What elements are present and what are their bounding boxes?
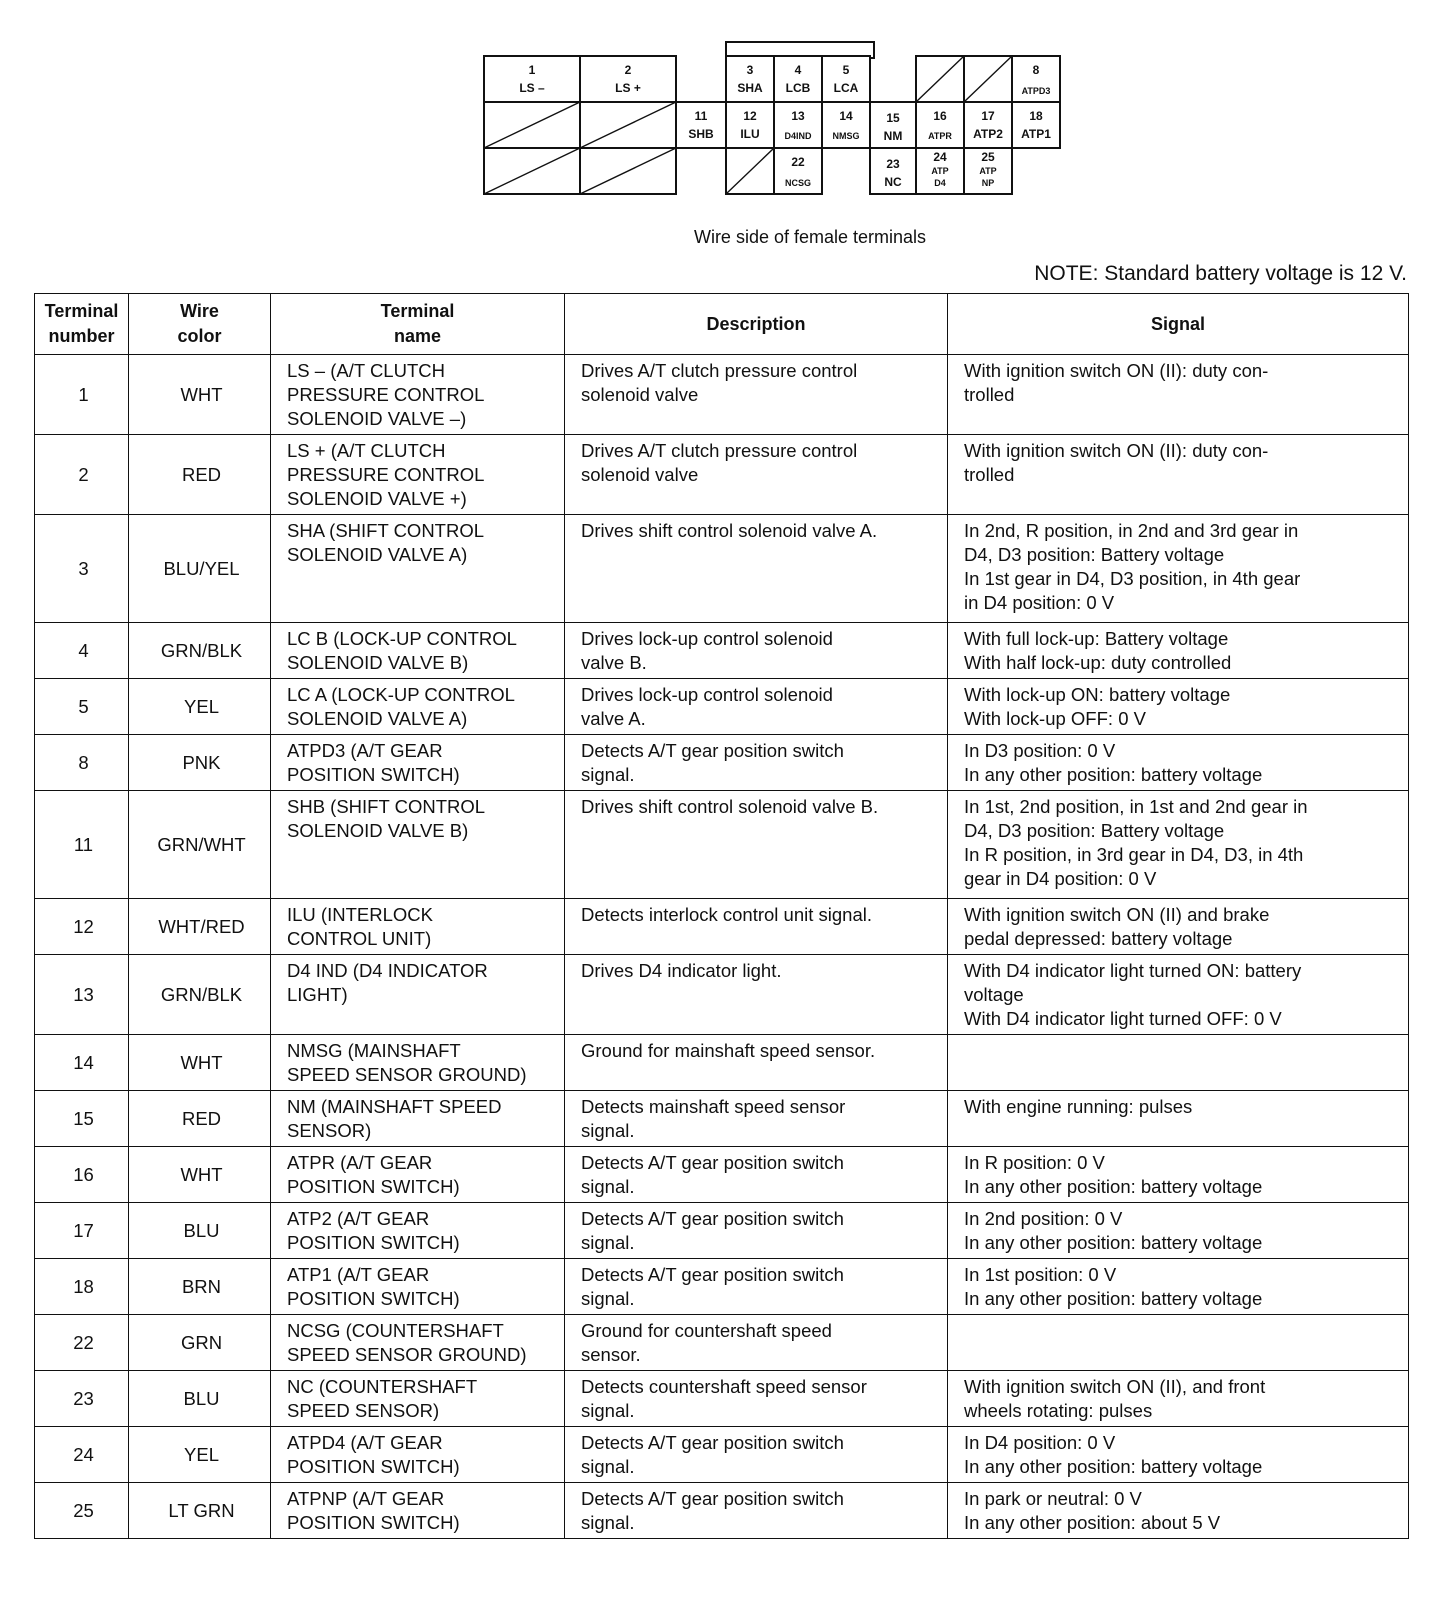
pin-number: 18	[1029, 109, 1043, 123]
cell-terminal-number: 4	[35, 623, 129, 679]
terminal-table	[34, 293, 1409, 1539]
cell-terminal-name: ILU (INTERLOCK CONTROL UNIT)	[271, 899, 565, 955]
pin-number: 1	[528, 63, 536, 77]
pin-number: 4	[794, 63, 802, 77]
pin-label: NC	[884, 175, 902, 189]
table-row	[35, 955, 1409, 1035]
pin-number: 3	[746, 63, 754, 77]
cell-terminal-name: ATPD4 (A/T GEAR POSITION SWITCH)	[271, 1427, 565, 1483]
table-header-row	[35, 294, 1409, 355]
cell-description: Detects interlock control unit signal.	[565, 899, 948, 955]
cell-signal: With ignition switch ON (II): duty con- trolled	[948, 355, 1409, 435]
pin-label: NP	[981, 178, 995, 188]
pin-number: 25	[981, 150, 995, 164]
cell-terminal-name: LS – (A/T CLUTCH PRESSURE CONTROL SOLENOID VALVE –)	[271, 355, 565, 435]
table-row	[35, 435, 1409, 515]
cell-wire-color: RED	[129, 1091, 271, 1147]
cell-terminal-name: ATP1 (A/T GEAR POSITION SWITCH)	[271, 1259, 565, 1315]
pin-number: 8	[1032, 63, 1040, 77]
cell-signal	[948, 1315, 1409, 1371]
cell-wire-color: GRN/WHT	[129, 791, 271, 899]
cell-terminal-name: D4 IND (D4 INDICATOR LIGHT)	[271, 955, 565, 1035]
cell-wire-color: GRN/BLK	[129, 955, 271, 1035]
cell-signal: In park or neutral: 0 V In any other position: about 5 V	[948, 1483, 1409, 1539]
cell-terminal-number: 11	[35, 791, 129, 899]
cell-description: Detects A/T gear position switch signal.	[565, 1203, 948, 1259]
table-row	[35, 1035, 1409, 1091]
cell-signal: In D3 position: 0 V In any other position: battery voltage	[948, 735, 1409, 791]
cell-wire-color: PNK	[129, 735, 271, 791]
cell-terminal-number: 25	[35, 1483, 129, 1539]
pin-label: ATP1	[1021, 127, 1051, 141]
cell-terminal-name: LC A (LOCK-UP CONTROL SOLENOID VALVE A)	[271, 679, 565, 735]
cell-wire-color: GRN	[129, 1315, 271, 1371]
pin-number: 15	[886, 111, 900, 125]
pin-label: LCB	[785, 81, 811, 95]
table-row	[35, 899, 1409, 955]
cell-description: Drives A/T clutch pressure control solenoid valve	[565, 355, 948, 435]
header-signal: Signal	[948, 294, 1409, 355]
cell-terminal-number: 3	[35, 515, 129, 623]
cell-terminal-number: 1	[35, 355, 129, 435]
cell-terminal-name: SHA (SHIFT CONTROL SOLENOID VALVE A)	[271, 515, 565, 623]
cell-terminal-name: NM (MAINSHAFT SPEED SENSOR)	[271, 1091, 565, 1147]
pin-label: NMSG	[832, 131, 860, 141]
cell-signal: With ignition switch ON (II), and front wheels rotating: pulses	[948, 1371, 1409, 1427]
cell-wire-color: YEL	[129, 1427, 271, 1483]
cell-signal: With ignition switch ON (II) and brake pedal depressed: battery voltage	[948, 899, 1409, 955]
pin-label: LS –	[519, 81, 545, 95]
cell-terminal-number: 14	[35, 1035, 129, 1091]
table-row	[35, 1147, 1409, 1203]
cell-terminal-number: 8	[35, 735, 129, 791]
pin-number: 12	[743, 109, 757, 123]
cell-terminal-name: NC (COUNTERSHAFT SPEED SENSOR)	[271, 1371, 565, 1427]
cell-description: Detects A/T gear position switch signal.	[565, 735, 948, 791]
cell-terminal-name: LS + (A/T CLUTCH PRESSURE CONTROL SOLENOID VALVE +)	[271, 435, 565, 515]
cell-terminal-name: ATPNP (A/T GEAR POSITION SWITCH)	[271, 1483, 565, 1539]
cell-description: Drives A/T clutch pressure control solenoid valve	[565, 435, 948, 515]
pin-label: NM	[883, 129, 903, 143]
cell-signal: In 2nd position: 0 V In any other position: battery voltage	[948, 1203, 1409, 1259]
cell-terminal-number: 5	[35, 679, 129, 735]
cell-signal: In R position: 0 V In any other position: battery voltage	[948, 1147, 1409, 1203]
cell-description: Detects A/T gear position switch signal.	[565, 1147, 948, 1203]
cell-wire-color: BLU	[129, 1203, 271, 1259]
table-row	[35, 1427, 1409, 1483]
table-row	[35, 791, 1409, 899]
cell-description: Ground for mainshaft speed sensor.	[565, 1035, 948, 1091]
table-row	[35, 1203, 1409, 1259]
cell-description: Detects A/T gear position switch signal.	[565, 1427, 948, 1483]
table-row	[35, 1315, 1409, 1371]
cell-signal: With ignition switch ON (II): duty con- trolled	[948, 435, 1409, 515]
header-terminal-number: Terminal number	[35, 294, 129, 355]
table-row	[35, 1091, 1409, 1147]
pin-label: ATPR	[928, 131, 952, 141]
cell-wire-color: RED	[129, 435, 271, 515]
cell-wire-color: BLU/YEL	[129, 515, 271, 623]
cell-terminal-number: 24	[35, 1427, 129, 1483]
pin-label: D4	[934, 178, 946, 188]
cell-wire-color: BRN	[129, 1259, 271, 1315]
cell-description: Detects countershaft speed sensor signal.	[565, 1371, 948, 1427]
cell-wire-color: WHT/RED	[129, 899, 271, 955]
cell-description: Ground for countershaft speed sensor.	[565, 1315, 948, 1371]
table-row	[35, 515, 1409, 623]
pin-number: 16	[933, 109, 947, 123]
cell-terminal-number: 16	[35, 1147, 129, 1203]
cell-wire-color: WHT	[129, 1035, 271, 1091]
cell-terminal-number: 23	[35, 1371, 129, 1427]
table-row	[35, 623, 1409, 679]
pin-number: 17	[981, 109, 995, 123]
cell-description: Drives D4 indicator light.	[565, 955, 948, 1035]
cell-terminal-name: NCSG (COUNTERSHAFT SPEED SENSOR GROUND)	[271, 1315, 565, 1371]
cell-terminal-name: SHB (SHIFT CONTROL SOLENOID VALVE B)	[271, 791, 565, 899]
cell-terminal-name: ATP2 (A/T GEAR POSITION SWITCH)	[271, 1203, 565, 1259]
pin-number: 11	[694, 109, 708, 123]
cell-terminal-name: ATPD3 (A/T GEAR POSITION SWITCH)	[271, 735, 565, 791]
pin-label: ATPD3	[1021, 86, 1051, 96]
cell-terminal-number: 13	[35, 955, 129, 1035]
cell-terminal-number: 17	[35, 1203, 129, 1259]
cell-terminal-name: NMSG (MAINSHAFT SPEED SENSOR GROUND)	[271, 1035, 565, 1091]
header-terminal-name: Terminal name	[271, 294, 565, 355]
cell-signal: In 2nd, R position, in 2nd and 3rd gear in D4, D3 position: Battery voltage In 1st gear in D4, D3 position, in 4th gear in D4 position: 0 V	[948, 515, 1409, 623]
pin-number: 14	[839, 109, 853, 123]
cell-terminal-name: LC B (LOCK-UP CONTROL SOLENOID VALVE B)	[271, 623, 565, 679]
table-row	[35, 355, 1409, 435]
table-row	[35, 1483, 1409, 1539]
pin-label: SHA	[737, 81, 763, 95]
pin-label: ATP	[931, 166, 949, 176]
pin-number: 23	[886, 157, 900, 171]
cell-description: Drives lock-up control solenoid valve B.	[565, 623, 948, 679]
connector-diagram	[478, 40, 1078, 210]
cell-signal	[948, 1035, 1409, 1091]
cell-wire-color: LT GRN	[129, 1483, 271, 1539]
cell-description: Drives lock-up control solenoid valve A.	[565, 679, 948, 735]
cell-wire-color: BLU	[129, 1371, 271, 1427]
pin-label: ATP	[979, 166, 997, 176]
cell-terminal-number: 18	[35, 1259, 129, 1315]
cell-signal: With D4 indicator light turned ON: battery voltage With D4 indicator light turned OFF: 0 V	[948, 955, 1409, 1035]
table-row	[35, 1371, 1409, 1427]
cell-description: Drives shift control solenoid valve A.	[565, 515, 948, 623]
cell-terminal-name: ATPR (A/T GEAR POSITION SWITCH)	[271, 1147, 565, 1203]
pin-label: ATP2	[973, 127, 1003, 141]
cell-signal: With full lock-up: Battery voltage With half lock-up: duty controlled	[948, 623, 1409, 679]
cell-terminal-number: 15	[35, 1091, 129, 1147]
cell-signal: In 1st position: 0 V In any other position: battery voltage	[948, 1259, 1409, 1315]
pin-label: LCA	[833, 81, 859, 95]
cell-signal: With lock-up ON: battery voltage With lock-up OFF: 0 V	[948, 679, 1409, 735]
cell-terminal-number: 22	[35, 1315, 129, 1371]
connector-caption: Wire side of female terminals	[693, 227, 927, 247]
table-row	[35, 679, 1409, 735]
header-description: Description	[565, 294, 948, 355]
table-row	[35, 735, 1409, 791]
cell-wire-color: WHT	[129, 1147, 271, 1203]
pin-number: 13	[791, 109, 805, 123]
cell-description: Detects A/T gear position switch signal.	[565, 1259, 948, 1315]
cell-description: Drives shift control solenoid valve B.	[565, 791, 948, 899]
cell-terminal-number: 2	[35, 435, 129, 515]
pin-number: 2	[624, 63, 632, 77]
pin-label: ILU	[740, 127, 760, 141]
cell-signal: In D4 position: 0 V In any other position: battery voltage	[948, 1427, 1409, 1483]
voltage-note: NOTE: Standard battery voltage is 12 V.	[1034, 262, 1407, 285]
pin-number: 24	[933, 150, 947, 164]
cell-description: Detects A/T gear position switch signal.	[565, 1483, 948, 1539]
pin-number: 5	[842, 63, 850, 77]
pin-label: NCSG	[784, 178, 812, 188]
pin-label: LS +	[615, 81, 641, 95]
cell-terminal-number: 12	[35, 899, 129, 955]
cell-signal: In 1st, 2nd position, in 1st and 2nd gear in D4, D3 position: Battery voltage In R position, in 3rd gear in D4, D3, in 4th gear in D4 position: 0 V	[948, 791, 1409, 899]
pin-label: SHB	[688, 127, 714, 141]
cell-wire-color: YEL	[129, 679, 271, 735]
header-wire-color: Wire color	[129, 294, 271, 355]
pin-number: 22	[791, 155, 805, 169]
cell-description: Detects mainshaft speed sensor signal.	[565, 1091, 948, 1147]
pin-label: D4IND	[784, 131, 812, 141]
table-row	[35, 1259, 1409, 1315]
cell-wire-color: WHT	[129, 355, 271, 435]
cell-wire-color: GRN/BLK	[129, 623, 271, 679]
cell-signal: With engine running: pulses	[948, 1091, 1409, 1147]
